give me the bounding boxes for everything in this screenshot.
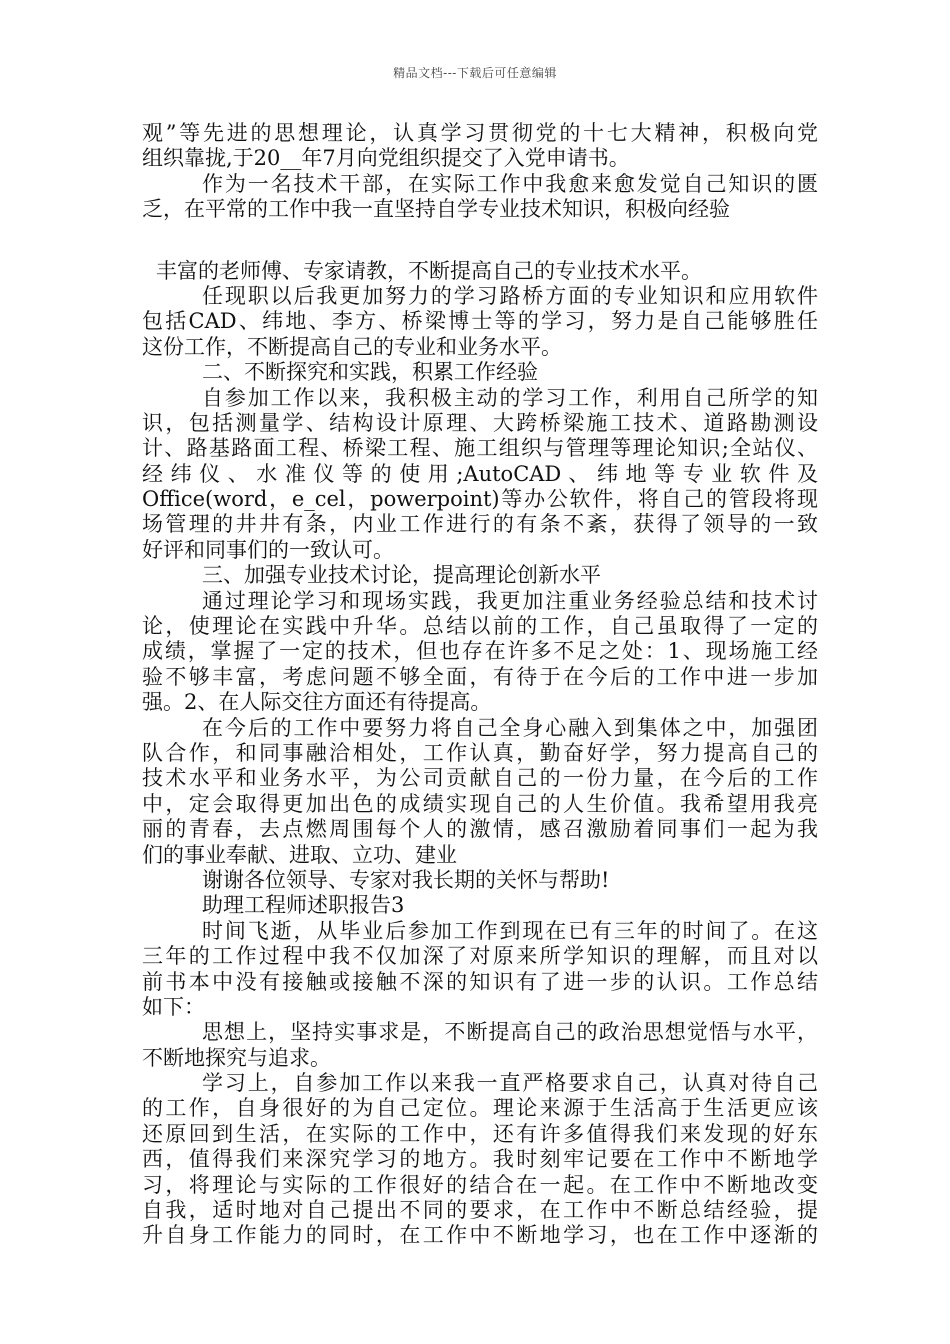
text-line: 升自身工作能力的同时，在工作中不断地学习，也在工作中逐渐的 [142,1223,818,1248]
text-line: 丰富的老师傅、专家请教，不断提高自己的专业技术水平。 [156,258,702,283]
document-body [142,121,818,1249]
text-line: 时间飞逝，从毕业后参加工作到现在已有三年的时间了。在这 [202,918,818,943]
text-line: 成绩，掌握了一定的技术，但也存在许多不足之处：1、现场施工经 [142,639,818,664]
text-line: 的工作，自身很好的为自己定位。理论来源于生活高于生活更应该 [142,1096,818,1121]
text-line: 谢谢各位领导、专家对我长期的关怀与帮助! [202,867,610,892]
text-line: 思想上，坚持实事求是，不断提高自己的政治思想觉悟与水平， [202,1020,818,1045]
text-line: 三、加强专业技术讨论，提高理论创新水平 [202,563,601,588]
text-line: 中，定会取得更加出色的成绩实现自己的人生价值。我希望用我亮 [142,791,818,816]
text-line: 好评和同事们的一致认可。 [142,537,394,562]
text-line: 不断地探究与追求。 [142,1045,331,1070]
text-line: 二、不断探究和实践，积累工作经验 [202,360,538,385]
text-line: 习，将理论与实际的工作很好的结合在一起。在工作中不断地改变 [142,1172,818,1197]
text-line: 自我，适时地对自己提出不同的要求，在工作中不断总结经验，提 [142,1198,818,1223]
text-line: 验不够丰富，考虑问题不够全面，有待于在今后的工作中进一步加 [142,664,818,689]
text-line: 学习上，自参加工作以来我一直严格要求自己，认真对待自己 [202,1071,818,1096]
text-line: 在今后的工作中要努力将自己全身心融入到集体之中，加强团 [202,715,818,740]
text-line: 如下： [142,994,205,1019]
text-line: 们的事业奉献、进取、立功、建业 [142,842,457,867]
text-line: 这份工作，不断提高自己的专业和业务水平。 [142,334,562,359]
text-line: 识，包括测量学、结构设计原理、大跨桥梁施工技术、道路勘测设 [142,410,818,435]
text-line: 自参加工作以来，我积极主动的学习工作，利用自己所学的知 [202,385,818,410]
text-line: 场管理的井井有条，内业工作进行的有条不紊，获得了领导的一致 [142,512,818,537]
text-line: 组织靠拢,于20__年7月向党组织提交了入党申请书。 [142,146,630,171]
text-line: 强。2、在人际交往方面还有待提高。 [142,690,492,715]
text-line: 还原回到生活，在实际的工作中，还有许多值得我们来发现的好东 [142,1121,818,1146]
text-line: 西，值得我们来深究学习的地方。我时刻牢记要在工作中不断地学 [142,1147,818,1172]
page-header: 精品文档---下载后可任意编辑 [393,66,557,80]
text-line: 观”等先进的思想理论，认真学习贯彻党的十七大精神，积极向党 [142,121,818,145]
text-line: 任现职以后我更加努力的学习路桥方面的专业知识和应用软件 [202,283,818,308]
text-line: 助理工程师述职报告3 [202,893,405,918]
text-line: 队合作，和同事融洽相处，工作认真，勤奋好学，努力提高自己的 [142,740,818,765]
text-line: 计、路基路面工程、桥梁工程、施工组织与管理等理论知识;全站仪、 [142,436,818,461]
text-line: 乏，在平常的工作中我一直坚持自学专业技术知识，积极向经验 [142,197,730,222]
text-line: 论，使理论在实践中升华。总结以前的工作，自己虽取得了一定的 [142,614,818,639]
text-line: 丽的青春，去点燃周围每个人的激情，感召激励着同事们一起为我 [142,817,818,842]
paragraph-gap [142,223,818,259]
text-line: 包括CAD、纬地、李方、桥梁博士等的学习，努力是自己能够胜任 [142,309,818,334]
text-line: Office(word，e_cel，powerpoint)等办公软件，将自己的管段将现 [142,487,818,512]
text-line: 通过理论学习和现场实践，我更加注重业务经验总结和技术讨 [202,588,818,613]
text-line: 技术水平和业务水平，为公司贡献自己的一份力量，在今后的工作 [142,766,818,791]
text-line: 作为一名技术干部，在实际工作中我愈来愈发觉自己知识的匮 [202,171,818,196]
text-line: 前书本中没有接触或接触不深的知识有了进一步的认识。工作总结 [142,969,818,994]
text-line: 三年的工作过程中我不仅加深了对原来所学知识的理解，而且对以 [142,944,818,969]
text-line: 经 纬 仪 、 水 准 仪 等 的 使 用 ;AutoCAD 、 纬 地 等 专 业 软 件 及 [142,461,819,486]
